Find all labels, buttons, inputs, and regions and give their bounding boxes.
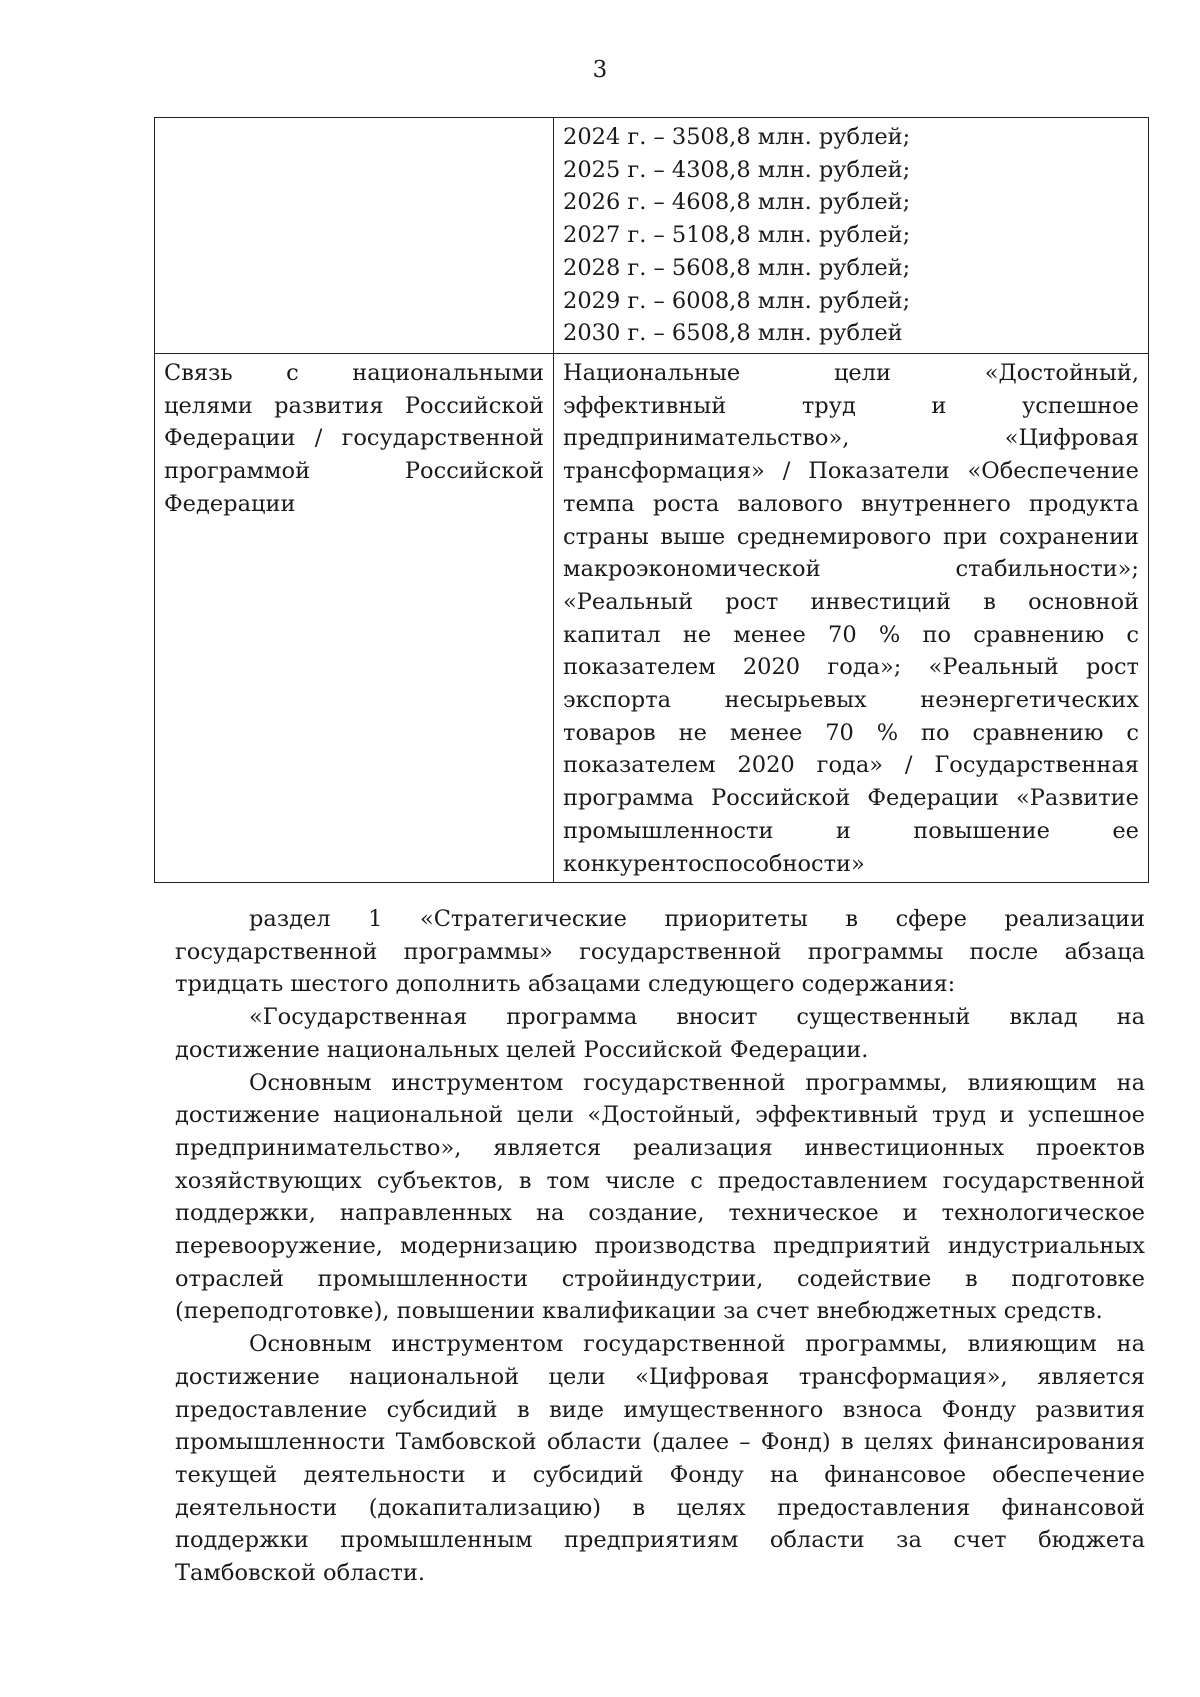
value-line: конкурентоспособности» (563, 850, 865, 877)
paragraph-line: предпринимательство», является реализация инвестиционных проектов (175, 1134, 1145, 1161)
value-line: «Реальный рост инвестиций в основной (563, 588, 1139, 615)
value-line: экспорта несырьевых неэнергетических (563, 687, 1139, 714)
paragraph-labor-goal (175, 1067, 1145, 1329)
funding-line: 2026 г. – 4608,8 млн. рублей; (563, 189, 911, 216)
paragraph-line: раздел 1 «Стратегические приоритеты в сфере реализации (249, 906, 1145, 932)
value-line: трансформация» / Показатели «Обеспечение (563, 458, 1139, 485)
paragraph-line: Основным инструментом государственной программы, влияющим на (249, 1331, 1145, 1358)
page-number: 3 (592, 57, 608, 83)
table-cell-empty (155, 118, 554, 354)
value-line: страны выше среднемирового при сохранении (563, 523, 1139, 550)
paragraph-line: достижение национальной цели «Цифровая трансформация», является (175, 1363, 1145, 1390)
paragraph-contribution (175, 1001, 1145, 1066)
value-line: макроэкономической стабильности»; (563, 556, 1139, 583)
paragraph-line: перевооружение, модернизацию производства предприятий индустриальных (175, 1233, 1145, 1260)
value-line: показателем 2020 года» / Государственная (563, 752, 1139, 779)
label-line: Федерации / государственной (164, 425, 544, 452)
paragraph-line: деятельности (докапитализацию) в целях предоставления финансовой (175, 1494, 1145, 1521)
paragraph-line: текущей деятельности и субсидий Фонду на финансовое обеспечение (175, 1461, 1145, 1488)
funding-line: 2028 г. – 5608,8 млн. рублей; (563, 254, 911, 281)
value-line: эффективный труд и успешное (563, 392, 1139, 419)
paragraph-line: (переподготовке), повышении квалификации за счет внебюджетных средств. (175, 1298, 1103, 1325)
table-row (155, 354, 1149, 883)
body-text (175, 903, 1145, 1590)
paragraph-line: поддержки промышленным предприятиям области за счет бюджета (175, 1527, 1145, 1554)
paragraph-digital-goal (175, 1328, 1145, 1590)
paragraph-line: предоставление субсидий в виде имущественного взноса Фонду развития (175, 1396, 1145, 1423)
paragraph-section-amendment (175, 903, 1145, 1001)
paragraph-line: достижение национальных целей Российской Федерации. (175, 1036, 869, 1063)
paragraph-line: поддержки, направленных на создание, техническое и технологическое (175, 1200, 1145, 1227)
value-line: товаров не менее 70 % по сравнению с (563, 719, 1139, 746)
value-line: промышленности и повышение ее (563, 817, 1139, 844)
paragraph-line: «Государственная программа вносит существенный вклад на (249, 1004, 1145, 1031)
value-line: показателем 2020 года»; «Реальный рост (563, 654, 1139, 681)
funding-line: 2024 г. – 3508,8 млн. рублей; (563, 124, 911, 150)
paragraph-line: достижение национальной цели «Достойный, эффективный труд и успешное (175, 1102, 1145, 1129)
paragraph-line: государственной программы» государственной программы после абзаца (175, 938, 1145, 965)
funding-line: 2029 г. – 6008,8 млн. рублей; (563, 287, 911, 314)
national-goals-label-cell (155, 354, 554, 883)
value-line: программа Российской Федерации «Развитие (563, 785, 1139, 812)
paragraph-line: Основным инструментом государственной программы, влияющим на (249, 1069, 1145, 1096)
funding-line: 2027 г. – 5108,8 млн. рублей; (563, 222, 911, 249)
value-line: Национальные цели «Достойный, (563, 360, 1139, 386)
value-line: предпринимательство», «Цифровая (563, 425, 1139, 452)
value-line: капитал не менее 70 % по сравнению с (563, 621, 1139, 648)
table-row (155, 118, 1149, 354)
paragraph-line: промышленности Тамбовской области (далее – Фонд) в целях финансирования (175, 1429, 1145, 1456)
national-goals-value-cell (554, 354, 1149, 883)
value-line: темпа роста валового внутреннего продукта (563, 490, 1139, 517)
label-line: целями развития Российской (164, 392, 544, 419)
paragraph-line: отраслей промышленности стройиндустрии, содействие в подготовке (175, 1265, 1145, 1292)
passport-table (154, 117, 1149, 883)
label-line: Связь с национальными (164, 360, 544, 386)
funding-line: 2030 г. – 6508,8 млн. рублей (563, 320, 903, 347)
label-line: Федерации (164, 490, 296, 517)
paragraph-line: тридцать шестого дополнить абзацами следующего содержания: (175, 971, 956, 998)
paragraph-line: Тамбовской области. (175, 1560, 426, 1587)
paragraph-line: хозяйствующих субъектов, в том числе с предоставлением государственной (175, 1167, 1145, 1194)
label-line: программой Российской (164, 458, 544, 485)
funding-by-year-cell (554, 118, 1149, 354)
funding-line: 2025 г. – 4308,8 млн. рублей; (563, 156, 911, 183)
